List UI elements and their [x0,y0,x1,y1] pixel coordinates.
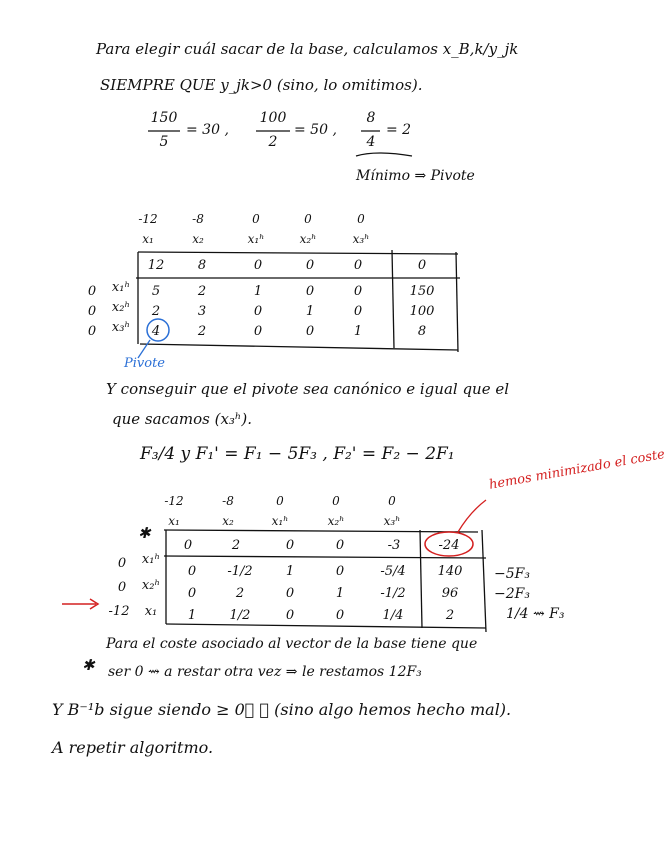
t1-cell: 3 [197,304,207,319]
ratio3-numerator: 8 [366,110,376,126]
t2-row1-op: −5F₃ [494,566,530,582]
t2-cost-x2: -8 [222,494,234,508]
t2-cell: 0 [335,564,345,579]
ratio2-value: = 50 , [294,122,337,138]
t2-bottom-line [166,624,486,628]
row-operations: F₃/4 y F₁' = F₁ − 5F₃ , F₂' = F₂ − 2F₁ [140,444,455,464]
t2-top-line [164,530,478,532]
minimum-pivot-note: Mínimo ⇒ Pivote [356,168,475,184]
t2-objective-cell: -24 [438,538,460,553]
t1-row3-cb: 0 [87,324,97,339]
t1-row1-cb: 0 [87,284,97,299]
t1-cell: 1 [253,284,263,299]
red-note-pointer [458,500,486,532]
t1-cell: 100 [409,304,435,319]
t2-cell: -1/2 [380,586,406,601]
t1-cost-cell: 8 [197,258,207,273]
t1-cost-cell: 0 [417,258,427,273]
t1-row1-basis: x₁ʰ [111,280,131,295]
t1-bottom-line [140,344,458,350]
middle-line-1: Y conseguir que el pivote sea canónico e igual que el [106,380,510,398]
t1-cell: 0 [353,304,363,319]
t2-var-x1h: x₁ʰ [271,514,289,528]
t1-row3-basis: x₃ʰ [111,320,131,335]
t2-cost-cell: 0 [183,538,193,553]
t2-row1-cb: 0 [117,556,127,571]
t1-cell: 0 [305,284,315,299]
t1-cell: 150 [409,284,435,299]
t1-cost-x2h: 0 [304,212,312,226]
footnote-asterisk-icon: ✱ [82,656,95,674]
closing-line-2: A repetir algoritmo. [52,738,214,757]
t1-row2-cb: 0 [87,304,97,319]
t2-cost-cell: 0 [335,538,345,553]
t1-cell: 5 [151,284,161,299]
intro-line-1: Para elegir cuál sacar de la base, calculamos x_B,k/y_jk [96,40,519,58]
t2-var-x2: x₂ [222,514,234,528]
t1-cost-x1: -12 [138,212,158,226]
t2-cost-cell: 0 [285,538,295,553]
t1-var-x1h: x₁ʰ [247,232,265,246]
t1-var-x3h: x₃ʰ [352,232,370,246]
pivot-label: Pivote [124,356,165,371]
ratio1-value: = 30 , [186,122,229,138]
t2-cost-cell: 2 [231,538,241,553]
t2-cell: -5/4 [380,564,406,579]
t2-right-line [482,530,486,632]
t2-cell: 1/4 [382,608,404,623]
t1-cell: 2 [151,304,161,319]
ratio2-denominator: 2 [268,134,278,150]
t1-right-line [456,252,458,352]
t2-cell: 1/2 [229,608,251,623]
middle-line-2: que sacamos (x₃ʰ). [112,410,253,428]
t1-var-x2: x₂ [192,232,204,246]
asterisk-icon: ✱ [138,524,151,542]
t2-cell: 1 [335,586,345,601]
t2-cell: 1 [187,608,197,623]
pivot-circle [147,319,169,341]
t2-var-x3h: x₃ʰ [383,514,401,528]
t2-var-x1: x₁ [168,514,180,528]
t1-pivot-cell: 4 [151,324,161,339]
t1-var-x1: x₁ [142,232,154,246]
t2-cell: 96 [441,586,459,601]
t2-row2-basis: x₂ʰ [141,578,161,593]
t2-cell: -1/2 [227,564,253,579]
t1-cell: 0 [253,324,263,339]
t2-cell: 0 [187,564,197,579]
ratio3-denominator: 4 [366,134,376,150]
t2-cell: 0 [187,586,197,601]
t1-cell: 2 [197,324,207,339]
pivot-pointer [138,340,150,358]
min-underline [356,153,412,156]
t2-row2-op: −2F₃ [494,586,530,602]
t2-row1-basis: x₁ʰ [141,552,161,567]
t2-row3-basis: x₁ [144,604,158,619]
t1-cell: 2 [197,284,207,299]
t2-cell: 1 [285,564,295,579]
t2-cell: 0 [285,608,295,623]
t2-cell: 0 [335,608,345,623]
t1-cost-x3h: 0 [357,212,365,226]
ratio3-value: = 2 [386,122,412,138]
t2-rhs-separator [420,530,422,628]
footnote-line-1: Para el coste asociado al vector de la base tiene que [106,636,478,652]
t2-cost-cell: -3 [387,538,401,553]
t1-cost-cell: 0 [353,258,363,273]
t2-cost-x3h: 0 [388,494,396,508]
t2-cost-x2h: 0 [332,494,340,508]
t1-cost-cell: 0 [253,258,263,273]
t2-cost-x1h: 0 [276,494,284,508]
t2-cost-x1: -12 [164,494,184,508]
t1-cost-x1h: 0 [252,212,260,226]
t2-cell: 140 [437,564,463,579]
t1-cost-cell: 12 [147,258,165,273]
t1-cost-x2: -8 [192,212,204,226]
cost-minimized-note: hemos minimizado el coste [488,447,666,493]
t2-cell: 2 [235,586,245,601]
t2-cell: 2 [445,608,455,623]
t1-cell: 0 [253,304,263,319]
t2-row3-op: 1/4 ⇝ F₃ [506,606,565,622]
ratio1-numerator: 150 [150,110,178,126]
t1-rhs-separator [392,250,394,348]
objective-red-circle [425,532,473,556]
t2-row3-cb: -12 [108,604,130,619]
t1-cost-cell: 0 [305,258,315,273]
t1-row2-basis: x₂ʰ [111,300,131,315]
closing-line-1: Y B⁻¹b sigue siendo ≥ 0⃗ ✓ (sino algo hemos hecho mal). [52,700,512,719]
t1-top-line [138,252,458,254]
t2-row2-cb: 0 [117,580,127,595]
t1-cell: 0 [353,284,363,299]
t2-var-x2h: x₂ʰ [327,514,345,528]
t2-header-line [164,556,486,558]
t1-cell: 1 [353,324,363,339]
t2-cell: 0 [285,586,295,601]
intro-line-2: SIEMPRE QUE y_jk>0 (sino, lo omitimos). [100,76,423,94]
t1-var-x2h: x₂ʰ [299,232,317,246]
footnote-line-2: ser 0 ⇝ a restar otra vez ⇒ le restamos 12F₃ [108,664,422,680]
ratio1-denominator: 5 [159,134,169,150]
t1-cell: 8 [417,324,427,339]
t1-cell: 0 [305,324,315,339]
ratio2-numerator: 100 [259,110,287,126]
t1-cell: 1 [305,304,315,319]
